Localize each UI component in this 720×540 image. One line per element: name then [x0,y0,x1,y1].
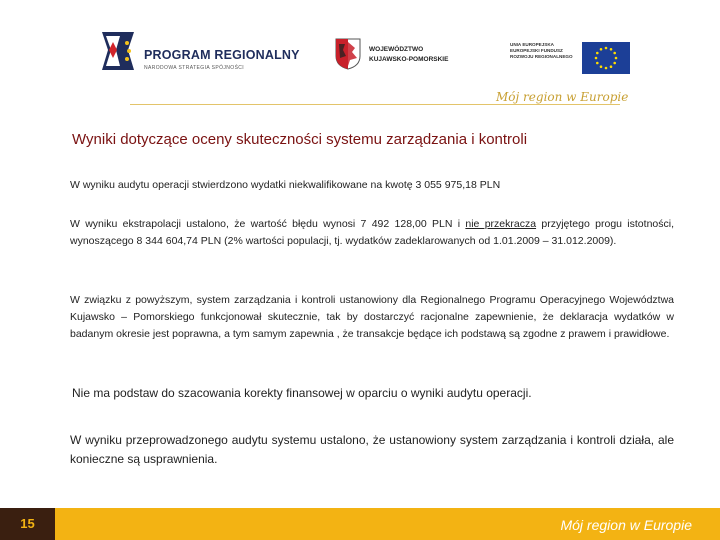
footer-bar [0,508,720,540]
eu-logo-text [510,42,573,61]
voivodeship-logo [335,38,475,72]
eu-logo-line1: UNIA EUROPEJSKA [510,42,554,47]
program-logo-subtitle: NARODOWA STRATEGIA SPÓJNOŚCI [144,65,245,71]
paragraph-extrapolation-text-1: W wyniku ekstrapolacji ustalono, że wartość błędu wynosi 7 492 128,00 PLN i [70,218,466,230]
eu-logo-line3: ROZWOJU REGIONALNEGO [510,54,573,60]
voivodeship-logo-line2: KUJAWSKO-POMORSKIE [369,56,449,63]
underlined-phrase: nie przekracza [465,218,537,230]
eu-logo-line2: EUROPEJSKI FUNDUSZ [510,48,563,54]
page-number-box [0,508,55,540]
paragraph-ineligible-expenses: W wyniku audytu operacji stwierdzono wydatki niekwalifikowane na kwotę 3 055 975,18 PLN [70,179,501,191]
program-logo-title: PROGRAM REGIONALNY [144,48,300,62]
paragraph-system-audit-result: W wyniku przeprowadzonego audytu systemu ustalono, że ustanowiony system zarządzania i kontroli działa, ale konieczne są usprawnienia. [70,433,674,466]
header-slogan: Mój region w Europie [496,90,629,104]
slide-heading: Wyniki dotyczące oceny skuteczności systemu zarządzania i kontroli [72,131,528,148]
eu-flag-icon [582,42,630,74]
paragraph-extrapolation-text-2: przyjętego progu istotności, wynoszącego 8 344 604,74 PLN (2% wartości populacji, tj. wydatków zadeklarowanych od 1.01.2009 – 31.012.2009). [70,218,674,247]
paragraph-no-financial-correction: Nie ma podstaw do szacowania korekty finansowej w oparciu o wyniki audytu operacji. [72,386,532,400]
paragraph-system-effectiveness: W związku z powyższym, system zarządzania i kontroli ustanowiony dla Regionalnego Programu Operacyjnego Województwa Kujawsko – Pomorskiego funkcjonował skutecznie, tak by dostarczyć racjonalne zapewnienie, że deklaracja wydatków w badanym okresie jest poprawna, a tym samym zapewnia , że transakcje będące ich podstawą są zgodne z prawem i prawidłowe. [70,294,674,340]
voivodeship-logo-line1: WOJEWÓDZTWO [369,46,424,53]
page-number: 15 [20,516,35,531]
program-regionalny-logo [100,28,300,88]
voivodeship-shield-icon [335,38,361,70]
header-divider [130,104,620,105]
paragraph-extrapolation [70,216,674,250]
eu-logo [510,42,630,74]
program-star-icon [100,28,136,74]
footer-slogan: Mój region w Europie [560,517,692,533]
